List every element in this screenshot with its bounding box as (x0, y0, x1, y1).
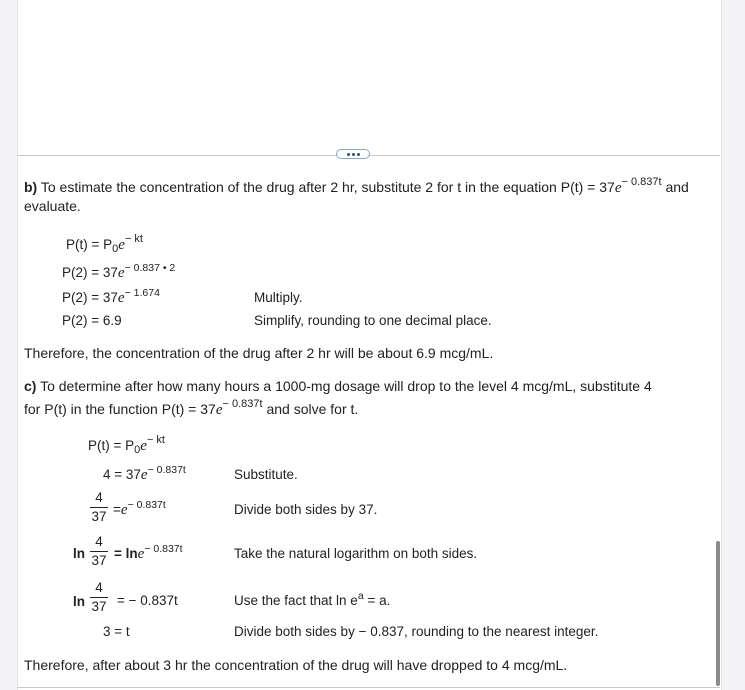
expand-handle-button[interactable] (336, 149, 370, 159)
part-c-step6-note: Divide both sides by − 0.837, rounding to the nearest integer. (234, 624, 599, 639)
part-b-intro: b) To estimate the concentration of the drug after 2 hr, substitute 2 for t in the equation $P(t) = 37e^{- 0.837t}$ and (24, 176, 689, 196)
bottom-divider (17, 687, 720, 688)
part-c-step1: $P(t) = P_0e^{- kt}$ (88, 434, 165, 456)
part-b-intro-line2: evaluate. (24, 198, 81, 214)
scrollbar-thumb[interactable] (716, 541, 720, 686)
part-c-step3-rhs: $=e^{- 0.837t}$ (113, 499, 166, 518)
part-c-step4-rhs: = lne$^{- 0.837t}$ (114, 543, 183, 562)
dot-icon (357, 153, 360, 156)
part-c-intro-line2: for P(t) in the function $P(t) = 37e^{- 0.837t}$ and solve for t. (24, 398, 359, 418)
part-c-conclusion: Therefore, after about 3 hr the concentration of the drug will have dropped to 4 mcg/mL. (24, 657, 568, 673)
part-b-conclusion: Therefore, the concentration of the drug after 2 hr will be about 6.9 mcg/mL. (24, 345, 494, 361)
part-c-step3-note: Divide both sides by 37. (234, 502, 378, 517)
part-c-step3-fraction: 4 37 (91, 490, 107, 524)
part-b-step3-note: Multiply. (254, 290, 303, 305)
dot-icon (352, 153, 355, 156)
part-c-step2: $4 = 37e^{- 0.837t}$ (103, 464, 186, 483)
part-c-step2-note: Substitute. (234, 467, 298, 482)
part-c-step6: 3 = t (103, 624, 130, 639)
part-b-step4: P(2) = 6.9 (62, 313, 122, 328)
part-c-step4-note: Take the natural logarithm on both sides. (234, 546, 478, 561)
part-c-intro: c) To determine after how many hours a 1000-mg dosage will drop to the level 4 mcg/mL, substitute 4 (24, 378, 652, 394)
part-c-step4-ln: ln (73, 546, 85, 561)
dot-icon (347, 153, 350, 156)
part-c-label: c) (24, 378, 37, 394)
part-b-step4-note: Simplify, rounding to one decimal place. (254, 313, 492, 328)
part-c-step5-rhs: = − 0.837t (117, 593, 178, 608)
part-c-step5-note: Use the fact that $\ln e^a = a$. (234, 590, 391, 608)
part-b-step1: $P(t) = P_0e^{- kt}$ (66, 233, 143, 255)
part-b-step3: $P(2) = 37e^{- 1.674}$ (62, 287, 160, 306)
part-c-step5-fraction: 4 37 (91, 580, 107, 614)
part-b-label: b) (24, 179, 38, 195)
part-c-step5-ln: ln (73, 594, 85, 609)
part-c-step4-fraction: 4 37 (91, 534, 107, 568)
part-b-step2: $P(2) = 37e^{- 0.837 • 2}$ (62, 262, 176, 281)
